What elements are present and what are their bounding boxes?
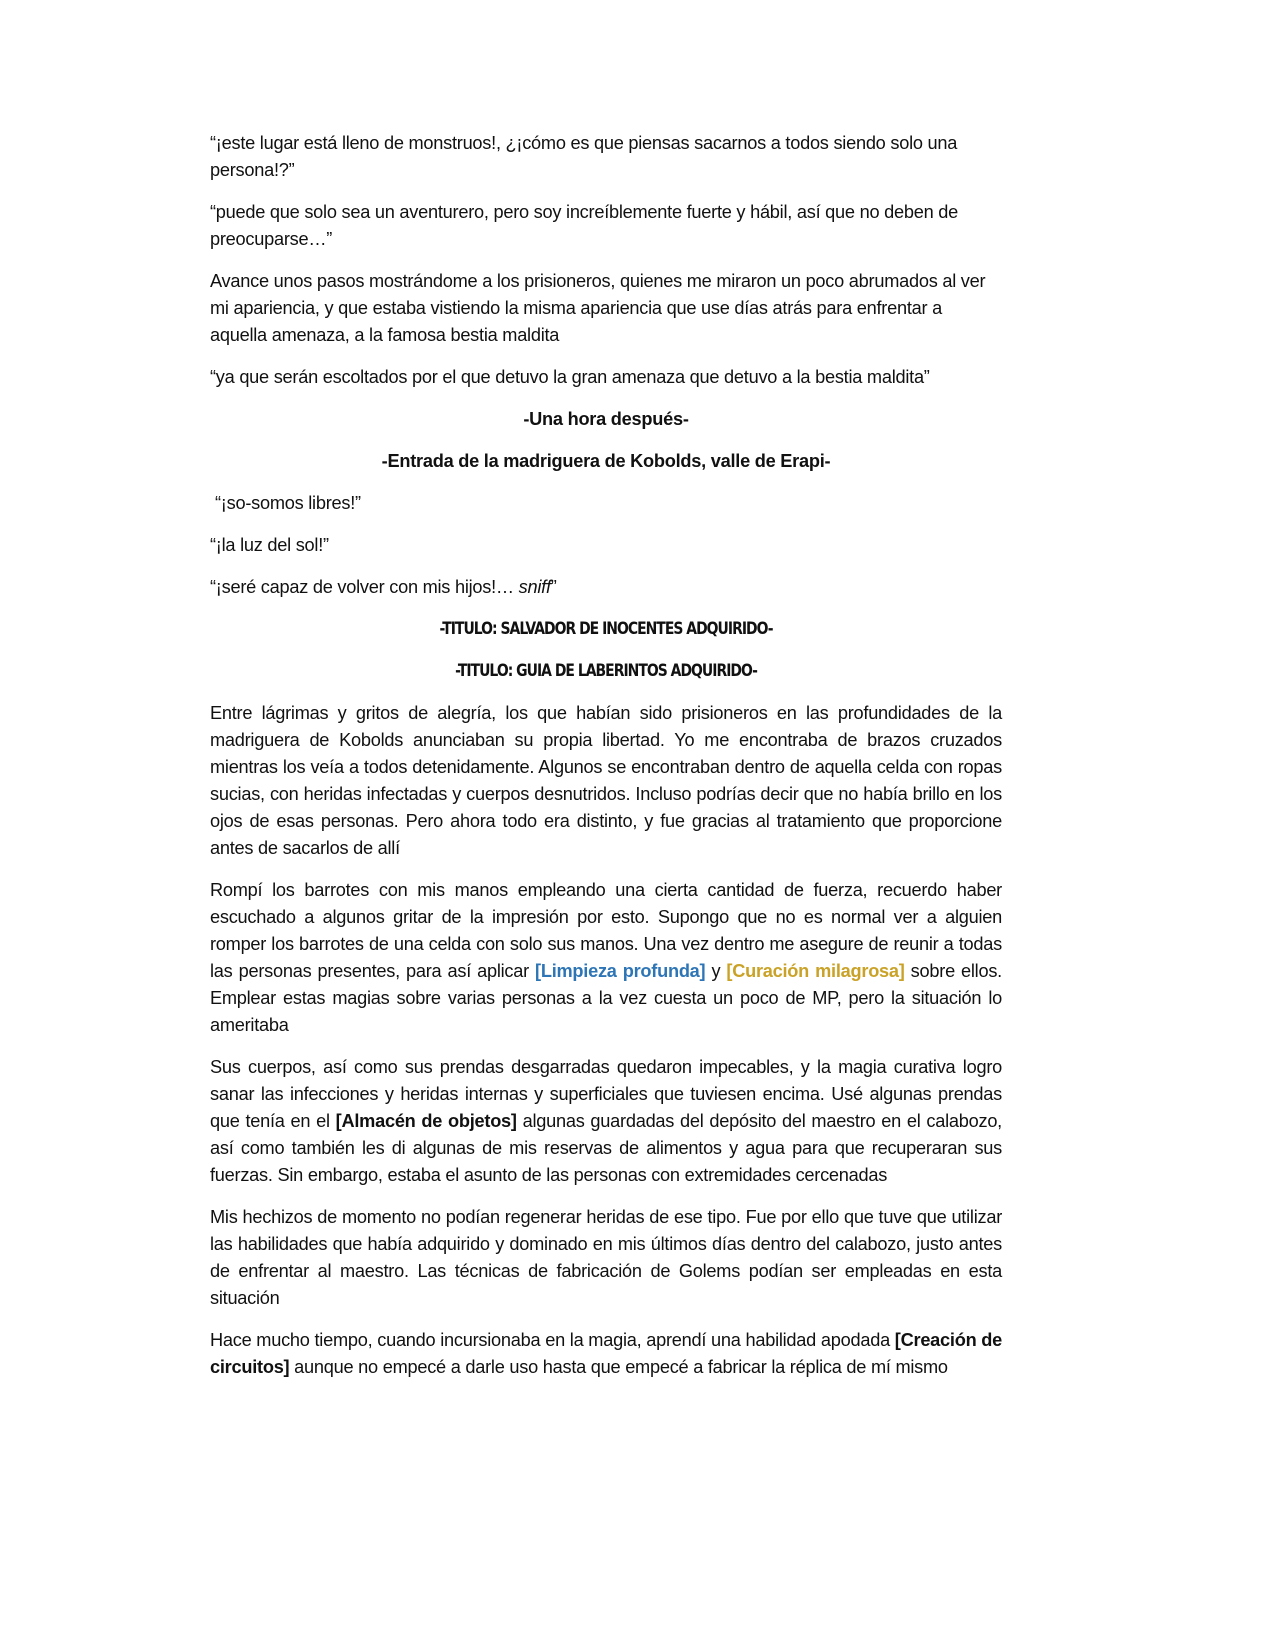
sniff-italic: sniff [518, 577, 551, 597]
scene-break-heading: -Una hora después- [523, 409, 689, 429]
skill-almacen-de-objetos: [Almacén de objetos] [335, 1111, 517, 1131]
dialogue-line: “¡la luz del sol!” [210, 535, 329, 555]
body-text: algunas guardadas del depósito del maestro en el calabozo, así como también les di algunas de mis reservas de alimentos y agua para que recuperaran sus fuerzas. Sin embargo, estaba el asunto de las personas con extremidades cercenadas [210, 1111, 1002, 1185]
document-page [210, 130, 1002, 1396]
skill-creacion-de-circuitos: [Creación de circuitos] [210, 1330, 1003, 1377]
dialogue-paragraph: “puede que solo sea un aventurero, pero soy increíblemente fuerte y hábil, así que no deben de preocuparse…” [210, 202, 958, 249]
dialogue-text: “¡seré capaz de volver con mis hijos!… [210, 577, 519, 597]
dialogue-paragraph: “¡este lugar está lleno de monstruos!, ¿¡cómo es que piensas sacarnos a todos siendo solo una persona!?” [210, 133, 958, 180]
dialogue-close-quote: ” [550, 577, 557, 597]
body-text: aunque no empecé a darle uso hasta que empecé a fabricar la réplica de mí mismo [289, 1357, 948, 1377]
body-text: Rompí los barrotes con mis manos empleando una cierta cantidad de fuerza, recuerdo haber escuchado a algunos gritar de la impresión por esto. Supongo que no es normal ver a alguien romper los barrotes de una celda con solo sus manos. Una vez dentro me asegure de reunir a todas las personas presentes, para así aplicar [210, 880, 1002, 981]
body-text: y [705, 961, 727, 981]
body-text: Sus cuerpos, así como sus prendas desgarradas quedaron impecables, y la magia curativa logro sanar las infecciones y heridas internas y superficiales que tuviesen encima. Usé algunas prendas que tenía en el [210, 1057, 1002, 1131]
title-acquired-banner: -TITULO: GUIA DE LABERINTOS ADQUIRIDO- [455, 661, 757, 681]
body-paragraph: Entre lágrimas y gritos de alegría, los que habían sido prisioneros en las profundidades de la madriguera de Kobolds anunciaban su propia libertad. Yo me encontraba de brazos cruzados mientras los veía a todos detenidamente. Algunos se encontraban dentro de aquella celda con ropas sucias, con heridas infectadas y cuerpos desnutridos. Incluso podrías decir que no había brillo en los ojos de esas personas. Pero ahora todo era distinto, y fue gracias al tratamiento que proporcione antes de sacarlos de allí [210, 703, 1002, 858]
skill-limpieza-profunda: [Limpieza profunda] [535, 961, 706, 981]
body-text: sobre ellos. Emplear estas magias sobre varias personas a la vez cuesta un poco de MP, pero la situación lo ameritaba [210, 961, 1002, 1035]
narrative-paragraph: Avance unos pasos mostrándome a los prisioneros, quienes me miraron un poco abrumados al ver mi apariencia, y que estaba vistiendo la misma apariencia que use días atrás para enfrentar a aquella amenaza, a la famosa bestia maldita [210, 271, 986, 345]
body-paragraph [210, 1327, 1002, 1381]
title-acquired-banner: -TITULO: SALVADOR DE INOCENTES ADQUIRIDO- [439, 619, 773, 639]
scene-location-heading: -Entrada de la madriguera de Kobolds, valle de Erapi- [381, 451, 831, 471]
body-paragraph [210, 1054, 1002, 1189]
body-text: Hace mucho tiempo, cuando incursionaba en la magia, aprendí una habilidad apodada [210, 1330, 895, 1350]
body-paragraph [210, 877, 1002, 1039]
skill-curacion-milagrosa: [Curación milagrosa] [726, 961, 905, 981]
dialogue-paragraph: “ya que serán escoltados por el que detuvo la gran amenaza que detuvo a la bestia maldita” [210, 367, 930, 387]
dialogue-line [210, 574, 1002, 601]
body-paragraph: Mis hechizos de momento no podían regenerar heridas de ese tipo. Fue por ello que tuve que utilizar las habilidades que había adquirido y dominado en mis últimos días dentro del calabozo, justo antes de enfrentar al maestro. Las técnicas de fabricación de Golems podían ser empleadas en esta situación [210, 1207, 1002, 1308]
dialogue-line: “¡so-somos libres!” [215, 493, 361, 513]
